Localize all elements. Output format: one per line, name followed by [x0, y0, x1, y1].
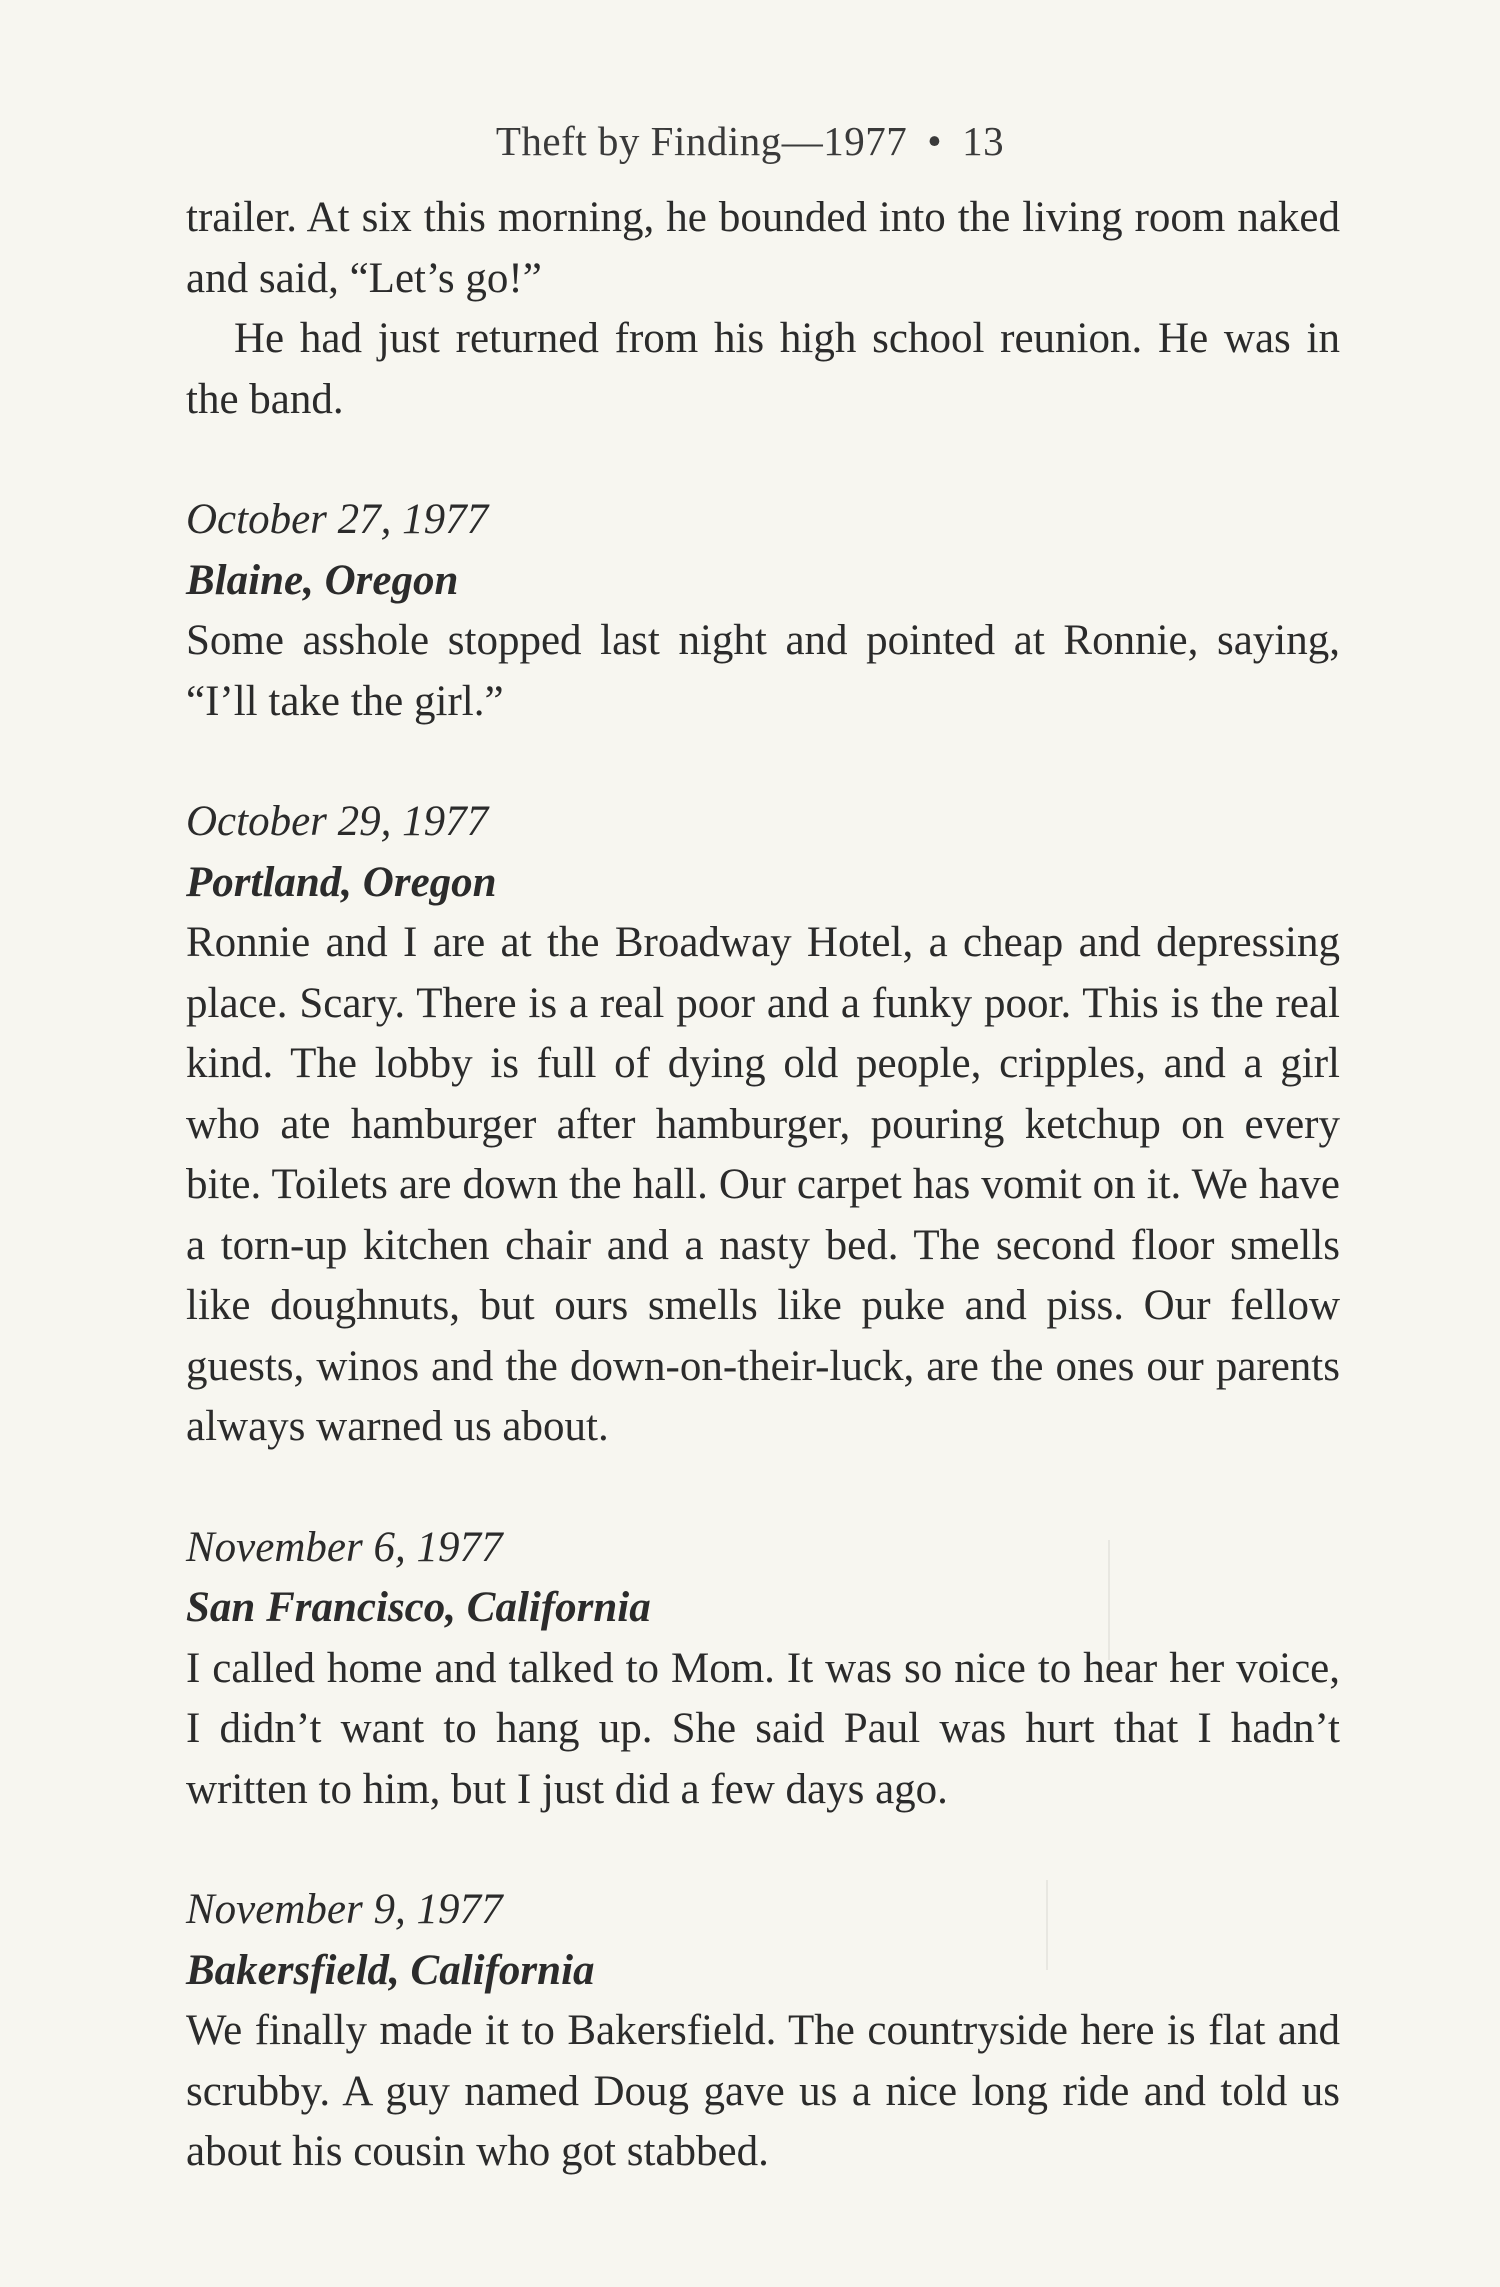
- entry-place: Bakersfield, California: [186, 1946, 595, 1994]
- diary-entry: [186, 792, 1340, 1458]
- body-text: [186, 188, 1340, 2183]
- opening-paragraph: He had just returned from his high school reunion. He was in the band.: [186, 315, 1340, 423]
- entry-text: I called home and talked to Mom. It was so nice to hear her voice, I didn’t want to hang up. She said Paul was hurt that I hadn’t written to him, but I just did a few days ago.: [186, 1644, 1340, 1813]
- scan-artifact: [1108, 1540, 1110, 1660]
- diary-entry: [186, 1880, 1340, 2183]
- entry-date: October 27, 1977: [186, 496, 489, 543]
- running-head: [0, 114, 1500, 168]
- diary-entry: [186, 1518, 1340, 1821]
- page-number: 13: [962, 118, 1005, 164]
- entry-date: October 29, 1977: [186, 798, 489, 845]
- entry-text: We finally made it to Bakersfield. The countryside here is flat and scrubby. A guy named Doug gave us a nice long ride and told us about his cousin who got stabbed.: [186, 2007, 1340, 2175]
- continuation-paragraph: trailer. At six this morning, he bounded into the living room naked and said, “Let’s go!”: [186, 194, 1340, 302]
- scan-artifact: [1046, 1880, 1048, 1970]
- entry-place: San Francisco, California: [186, 1584, 651, 1631]
- diary-entry: [186, 490, 1340, 732]
- entry-date: November 9, 1977: [186, 1886, 503, 1933]
- year-suffix: —1977: [781, 118, 908, 164]
- entry-place: Blaine, Oregon: [186, 556, 459, 604]
- header-separator: •: [927, 118, 943, 164]
- entry-place: Portland, Oregon: [186, 858, 497, 906]
- entry-text: Ronnie and I are at the Broadway Hotel, a cheap and depressing place. Scary. There is a real poor and a funky poor. This is the real kind. The lobby is full of dying old people, cripples, and a girl who ate hamburger after hamburger, pouring ketchup on every bite. Toilets are down the hall. Our carpet has vomit on it. We have a torn-up kitchen chair and a nasty bed. The second floor smells like doughnuts, but ours smells like puke and piss. Our fellow guests, winos and the down-on-their-luck, are the ones our parents always warned us about.: [186, 919, 1340, 1450]
- entry-date: November 6, 1977: [186, 1523, 503, 1571]
- book-title: Theft by Finding: [495, 118, 782, 164]
- entry-text: Some asshole stopped last night and pointed at Ronnie, saying, “I’ll take the girl.”: [186, 617, 1340, 725]
